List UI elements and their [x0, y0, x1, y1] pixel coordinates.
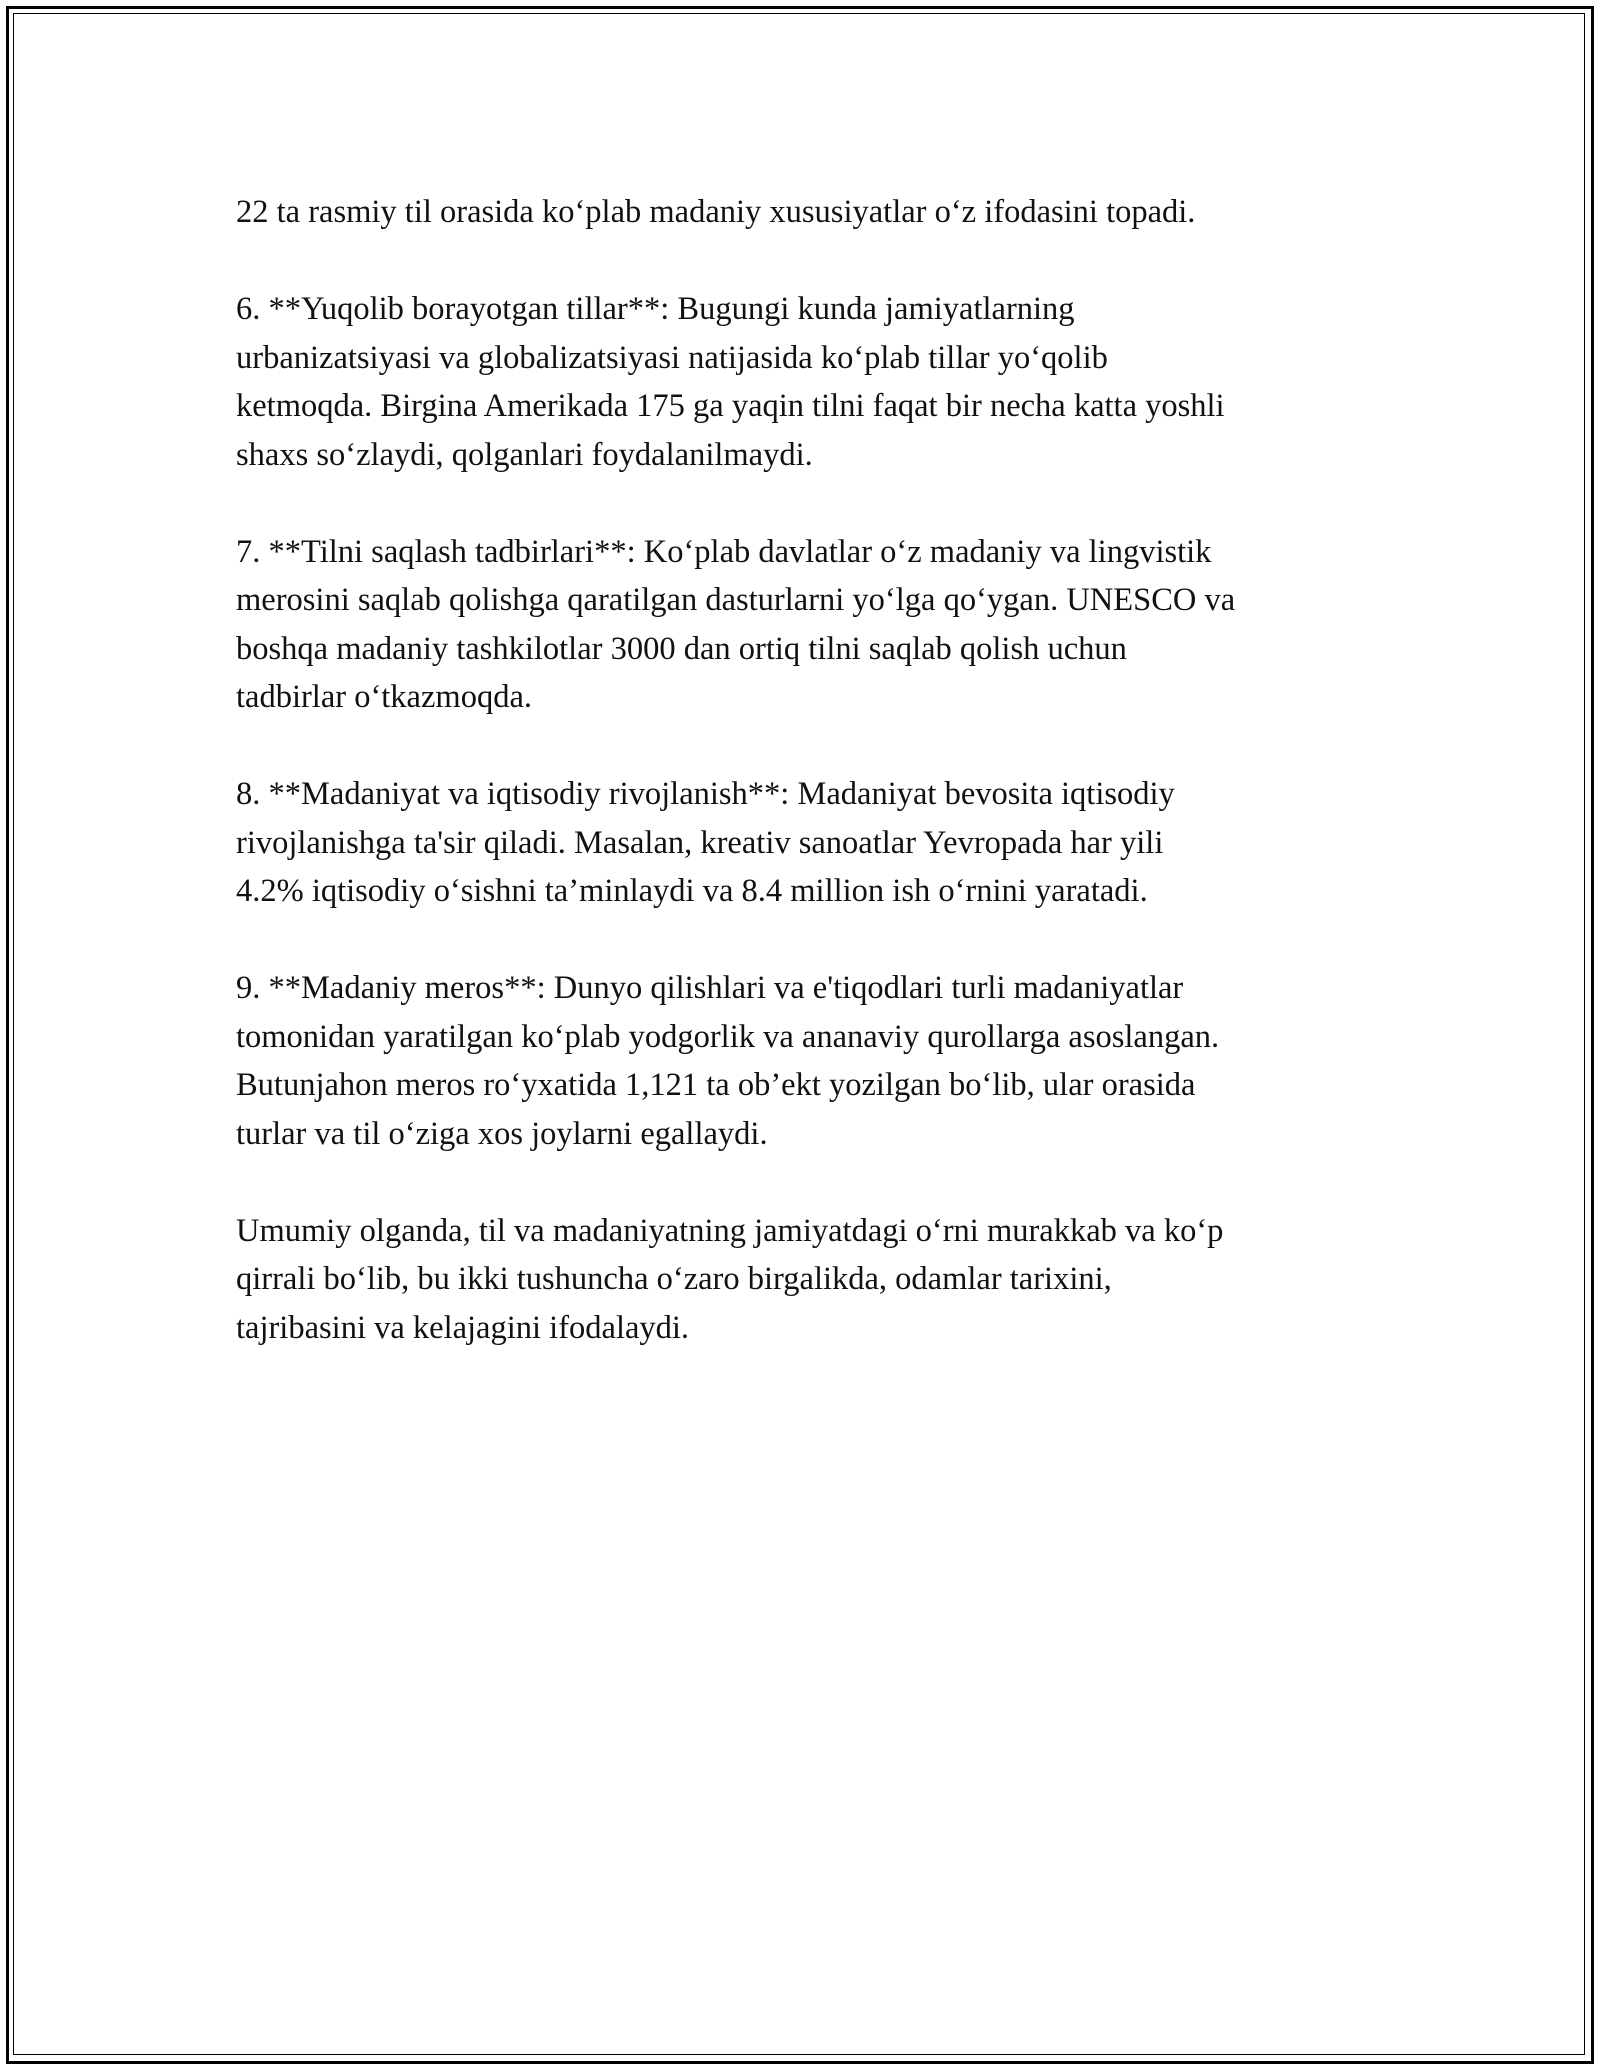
text-line: 6. **Yuqolib borayotgan tillar**: Bugungi kunda jamiyatlarning [236, 291, 1075, 327]
text-line: tajribasini va kelajagini ifodalaydi. [236, 1309, 690, 1346]
text-line: qirrali bo‘lib, bu ikki tushuncha o‘zaro birgalikda, odamlar tarixini, [236, 1261, 1112, 1297]
text-line: tadbirlar o‘tkazmoqda. [236, 679, 532, 715]
text-line: 4.2% iqtisodiy o‘sishni ta’minlaydi va 8.4 million ish o‘rnini yaratadi. [236, 873, 1148, 909]
text-line: Umumiy olganda, til va madaniyatning jamiyatdagi o‘rni murakkab va ko‘p [236, 1212, 1224, 1249]
text-line: boshqa madaniy tashkilotlar 3000 dan ortiq tilni saqlab qolish uchun [236, 630, 1127, 667]
paragraph-item-6 [236, 285, 1366, 479]
document-body [236, 188, 1366, 1401]
paragraph-item-7 [236, 528, 1366, 722]
paragraph-intro [236, 188, 1366, 237]
text-line: shaxs so‘zlaydi, qolganlari foydalanilmaydi. [236, 436, 813, 473]
text-line: tomonidan yaratilgan ko‘plab yodgorlik va ananaviy qurollarga asoslangan. [236, 1018, 1220, 1055]
text-line: ketmoqda. Birgina Amerikada 175 ga yaqin tilni faqat bir necha katta yoshli [236, 388, 1225, 424]
text-line: merosini saqlab qolishga qaratilgan dasturlarni yo‘lga qo‘ygan. UNESCO va [236, 582, 1236, 618]
paragraph-item-9 [236, 964, 1366, 1158]
text-line: 22 ta rasmiy til orasida ko‘plab madaniy xususiyatlar o‘z ifodasini topadi. [236, 194, 1196, 230]
paragraph-item-8 [236, 770, 1366, 916]
text-line: turlar va til o‘ziga xos joylarni egallaydi. [236, 1115, 768, 1152]
text-line: 8. **Madaniyat va iqtisodiy rivojlanish**: Madaniyat bevosita iqtisodiy [236, 776, 1175, 812]
text-line: 7. **Tilni saqlash tadbirlari**: Ko‘plab davlatlar o‘z madaniy va lingvistik [236, 533, 1212, 570]
text-line: urbanizatsiyasi va globalizatsiyasi natijasida ko‘plab tillar yo‘qolib [236, 339, 1108, 376]
text-line: 9. **Madaniy meros**: Dunyo qilishlari va e'tiqodlari turli madaniyatlar [236, 970, 1184, 1006]
text-line: Butunjahon meros ro‘yxatida 1,121 ta ob’ekt yozilgan bo‘lib, ular orasida [236, 1067, 1196, 1103]
text-line: rivojlanishga ta'sir qiladi. Masalan, kreativ sanoatlar Yevropada har yili [236, 824, 1164, 861]
paragraph-conclusion [236, 1207, 1366, 1353]
